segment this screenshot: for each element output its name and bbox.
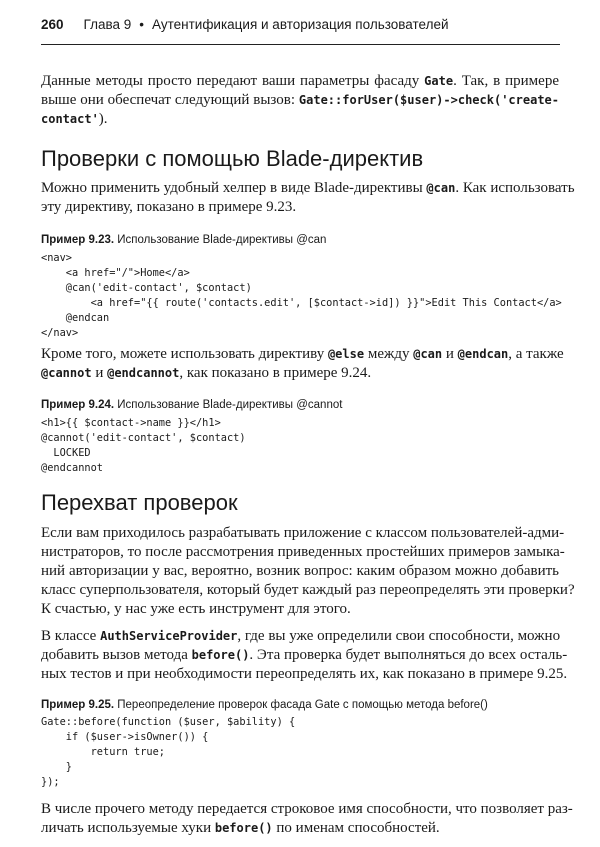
text: Если вам приходилось разрабатывать приложение с классом пользователей-адми- <box>41 525 565 541</box>
code-line: @endcan <box>41 312 110 324</box>
inline-code: @can <box>413 347 443 361</box>
example-caption-9-24 <box>41 398 559 412</box>
text: ных тестов и при необходимости переопределять их, как показано в примере 9.25. <box>41 666 568 682</box>
example-caption-9-23 <box>41 233 559 247</box>
text: и <box>91 365 108 381</box>
code-line: if ($user->isOwner()) { <box>41 731 209 743</box>
inline-code: @cannot <box>41 366 92 380</box>
code-line: LOCKED <box>41 447 91 459</box>
text: между <box>364 346 414 362</box>
inline-code: Gate <box>424 74 454 88</box>
text: Можно применить удобный хелпер в виде Blade-директивы <box>41 180 427 196</box>
code-line: @endcannot <box>41 462 103 474</box>
section-heading-intercept: Перехват проверок <box>41 490 238 515</box>
text: по именам способностей. <box>272 820 440 836</box>
text: добавить вызов метода <box>41 647 192 663</box>
text: В числе прочего методу передается строковое имя способности, что позволяет раз- <box>41 801 573 817</box>
text: , а также <box>508 346 564 362</box>
code-line: <nav> <box>41 252 72 264</box>
code-line: } <box>41 761 72 773</box>
inline-code: Gate::forUser($user)->check('create- <box>298 93 559 107</box>
page-number: 260 <box>41 17 64 32</box>
paragraph-else-cannot <box>41 345 564 383</box>
inline-code: AuthServiceProvider <box>100 629 238 643</box>
paragraph-ability-name <box>41 800 573 838</box>
header-bullet: • <box>139 17 144 32</box>
inline-code: @endcannot <box>107 366 180 380</box>
code-block-9-25 <box>41 715 559 790</box>
text: Кроме того, можете использовать директиву <box>41 346 328 362</box>
text: . Так, в примере <box>453 73 559 89</box>
text: личать используемые хуки <box>41 820 215 836</box>
example-title: Использование Blade-директивы @cannot <box>117 399 343 411</box>
text: ний авторизации у вас, вероятно, возник вопрос: каким образом можно добавить <box>41 563 559 579</box>
chapter-title: Аутентификация и авторизация пользователей <box>152 17 449 32</box>
example-title: Переопределение проверок фасада Gate с помощью метода before() <box>117 699 488 711</box>
text: . Эта проверка будет выполняться до всех осталь- <box>249 647 568 663</box>
text: и <box>442 346 458 362</box>
paragraph-superuser <box>41 524 575 619</box>
text: Данные методы просто передают ваши параметры фасаду <box>41 73 425 89</box>
inline-code: before() <box>214 821 273 835</box>
inline-code: before() <box>191 648 250 662</box>
code-line: @cannot('edit-contact', $contact) <box>41 432 246 444</box>
text: эту директиву, показано в примере 9.23. <box>41 199 297 215</box>
code-block-9-24 <box>41 416 559 476</box>
paragraph-can-directive <box>41 179 575 217</box>
text: . Как использовать <box>455 180 575 196</box>
example-label: Пример 9.23. <box>41 234 115 246</box>
text: , как показано в примере 9.24. <box>179 365 372 381</box>
section-heading-blade: Проверки с помощью Blade-директив <box>41 146 424 171</box>
text: ). <box>98 111 108 127</box>
code-block-9-23 <box>41 251 562 341</box>
header-rule <box>41 44 560 45</box>
code-line: }); <box>41 776 60 788</box>
code-line: <h1>{{ $contact->name }}</h1> <box>41 417 221 429</box>
text: нистраторов, то после рассмотрения приведенных простейших примеров замыка- <box>41 544 565 560</box>
code-line: return true; <box>41 746 165 758</box>
code-line: Gate::before(function ($user, $ability) { <box>41 716 296 728</box>
paragraph-gate-call <box>41 72 559 129</box>
inline-code: contact' <box>41 112 99 126</box>
text: В классе <box>41 628 101 644</box>
text: К счастью, у нас уже есть инструмент для этого. <box>41 601 351 617</box>
code-line: @can('edit-contact', $contact) <box>41 282 252 294</box>
inline-code: @else <box>327 347 365 361</box>
code-line: </nav> <box>41 327 79 339</box>
example-label: Пример 9.24. <box>41 399 115 411</box>
example-caption-9-25 <box>41 698 559 712</box>
code-line: <a href="/">Home</a> <box>41 267 190 279</box>
inline-code: @endcan <box>457 347 509 361</box>
text: класс суперпользователя, который будет каждый раз переопределять эти проверки? <box>41 582 575 598</box>
paragraph-before-method <box>41 627 568 684</box>
example-label: Пример 9.25. <box>41 699 115 711</box>
running-header <box>41 17 559 32</box>
example-title: Использование Blade-директивы @can <box>117 234 327 246</box>
inline-code: @can <box>426 181 456 195</box>
text: , где вы уже определили свои способности, можно <box>237 628 561 644</box>
text: выше они обеспечат следующий вызов: <box>41 92 299 108</box>
chapter-label: Глава 9 <box>83 17 132 32</box>
code-line: <a href="{{ route('contacts.edit', [$contact->id]) }}">Edit This Contact</a> <box>41 297 562 309</box>
